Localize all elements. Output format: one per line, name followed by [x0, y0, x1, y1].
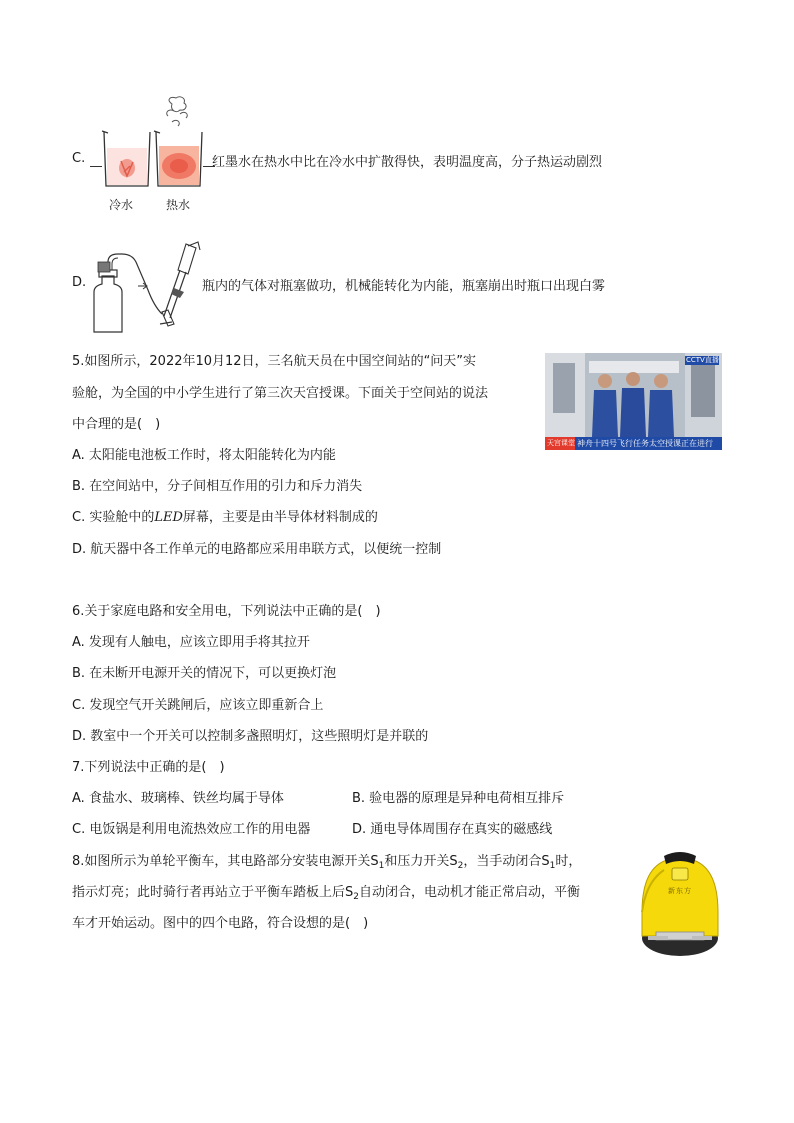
q7-stem: 7.下列说法中正确的是( ) — [72, 760, 225, 775]
q8-text: 8.如图所示为单轮平衡车，其电路部分安装电源开关S — [72, 854, 379, 869]
subscript: 1 — [378, 861, 385, 871]
q8-text: 指示灯亮；此时骑行者再站立于平衡车踏板上后S — [72, 885, 354, 900]
subscript: 1 — [549, 861, 556, 871]
cold-water-label: 冷水 — [109, 198, 134, 212]
q8-text: 时， — [555, 854, 582, 869]
q8-stem-line-2 — [72, 884, 580, 906]
q8-stem-line-3: 车才开始运动。图中的四个电路，符合设想的是( ) — [72, 916, 369, 931]
q8-text: 和压力开关S — [384, 854, 458, 869]
q5-stem-line-3: 中合理的是( ) — [72, 417, 161, 432]
bottle-pump-figure — [88, 240, 206, 336]
subscript: 2 — [353, 892, 359, 902]
q7-option-d: D. 通电导体周围存在真实的磁感线 — [352, 822, 553, 837]
q5-option-c-prefix: C. 实验舱中的 — [72, 510, 155, 525]
q5-option-d: D. 航天器中各工作单元的电路都应采用串联方式，以便统一控制 — [72, 542, 442, 557]
q5-option-a: A. 太阳能电池板工作时，将太阳能转化为内能 — [72, 448, 336, 463]
q5-option-c — [72, 509, 378, 527]
q6-option-a: A. 发现有人触电，应该立即用手将其拉开 — [72, 635, 310, 650]
q7-option-c: C. 电饭锅是利用电流热效应工作的用电器 — [72, 822, 311, 837]
q8-text: ，当手动闭合S — [463, 854, 550, 869]
photo-logo: 天宫课堂 — [547, 439, 575, 447]
q6-option-d: D. 教室中一个开关可以控制多盏照明灯，这些照明灯是并联的 — [72, 729, 429, 744]
beakers-figure — [100, 96, 212, 192]
photo-tag: CCTV直播 — [686, 356, 719, 364]
q8-stem-line-1 — [72, 853, 581, 875]
hot-water-label: 热水 — [166, 198, 191, 212]
q6-stem: 6.关于家庭电路和安全用电，下列说法中正确的是( ) — [72, 604, 381, 619]
q5-stem-line-1: 5.如图所示，2022年10月12日，三名航天员在中国空间站的“问天”实 — [72, 354, 477, 369]
option-d-text: 瓶内的气体对瓶塞做功，机械能转化为内能，瓶塞崩出时瓶口出现白雾 — [202, 279, 606, 294]
option-d-letter: D. — [72, 275, 87, 290]
q5-option-b: B. 在空间站中，分子间相互作用的引力和斥力消失 — [72, 479, 363, 494]
q6-option-c: C. 发现空气开关跳闸后，应该立即重新合上 — [72, 698, 324, 713]
q7-option-a: A. 食盐水、玻璃棒、铁丝均属于导体 — [72, 791, 284, 806]
option-c-letter: C. — [72, 151, 86, 166]
space-station-photo — [545, 353, 722, 450]
unicycle-label: 新东方 — [668, 887, 692, 895]
q6-option-b: B. 在未断开电源开关的情况下，可以更换灯泡 — [72, 666, 337, 681]
subscript: 2 — [457, 861, 464, 871]
option-c-text: 红墨水在热水中比在冷水中扩散得快，表明温度高，分子热运动剧烈 — [212, 155, 603, 170]
photo-caption: 神舟十四号飞行任务太空授课正在进行 — [577, 439, 713, 448]
unicycle-figure — [634, 852, 726, 960]
q5-option-c-suffix: 屏幕，主要是由半导体材料制成的 — [182, 510, 378, 525]
astronauts-illustration — [545, 353, 722, 450]
q8-text: 自动闭合，电动机才能正常启动，平衡 — [359, 885, 581, 900]
q5-stem-line-2: 验舱，为全国的中小学生进行了第三次天宫授课。下面关于空间站的说法 — [72, 386, 489, 401]
q5-option-c-led: LED — [154, 510, 183, 525]
q7-option-b: B. 验电器的原理是异种电荷相互排斥 — [352, 791, 565, 806]
